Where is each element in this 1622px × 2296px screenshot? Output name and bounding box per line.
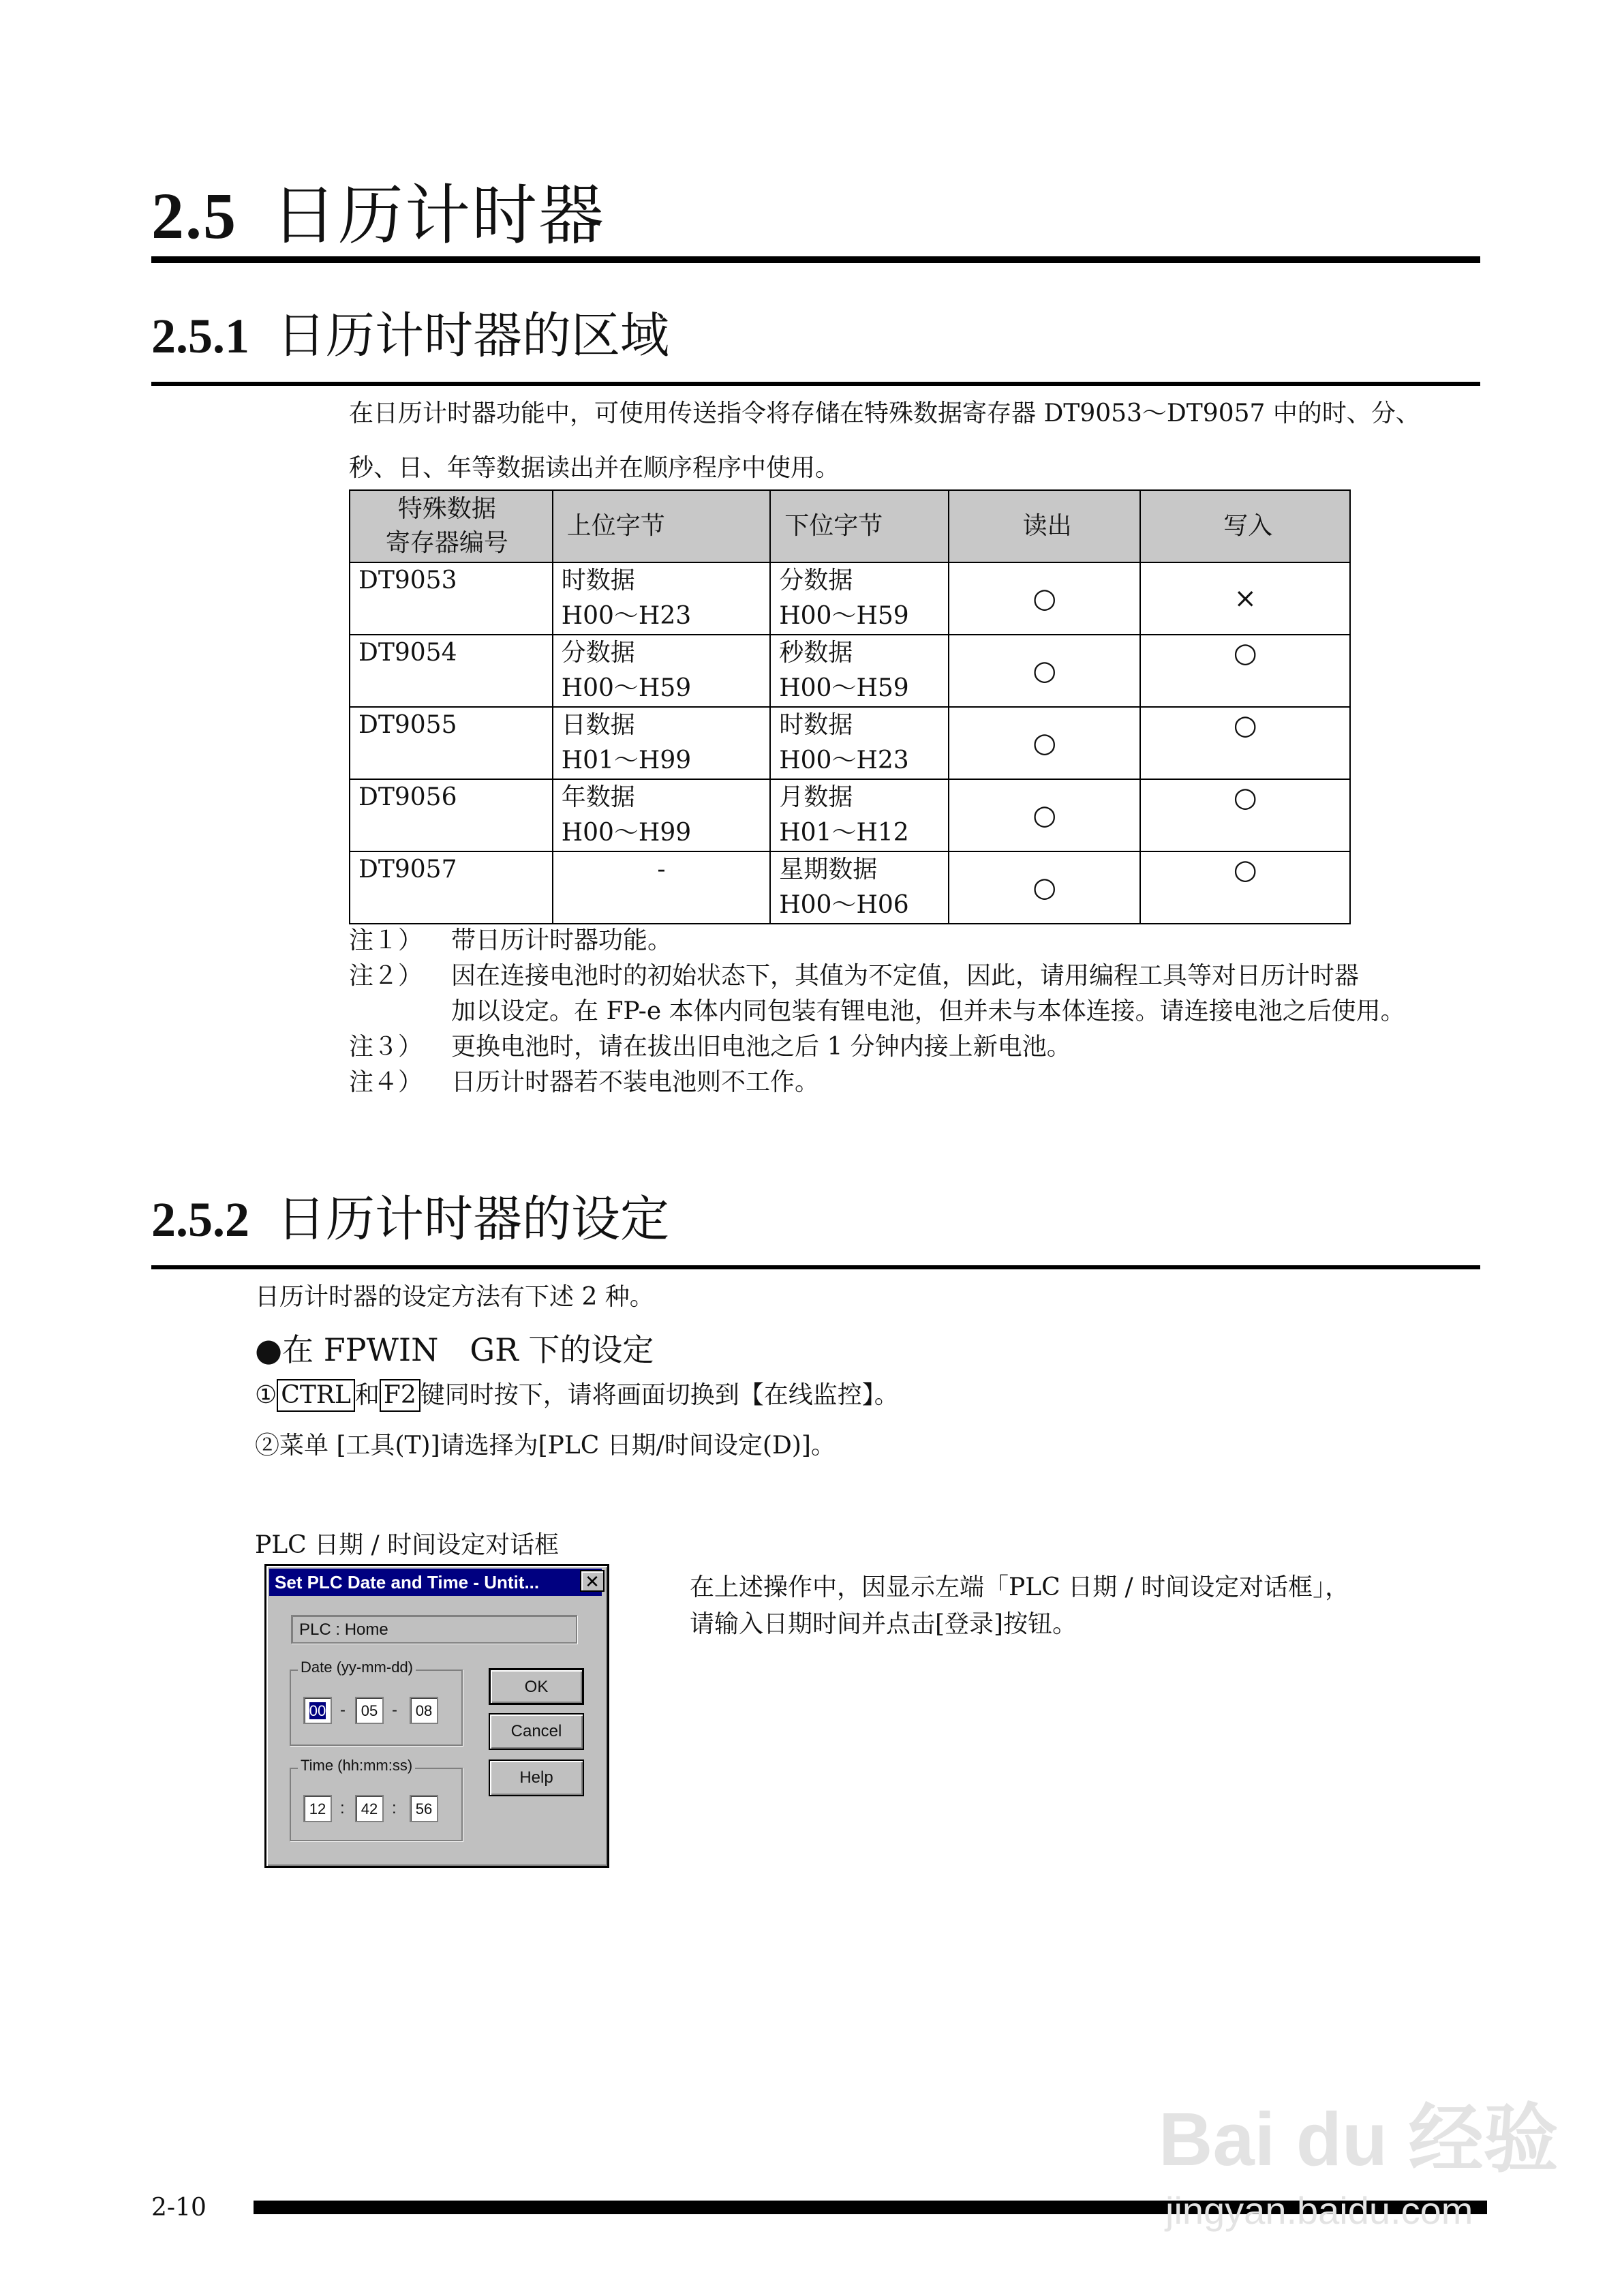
time-minute-input[interactable]: 42 (355, 1795, 384, 1822)
section-rule (151, 256, 1480, 263)
header-write: 写入 (1140, 490, 1350, 562)
cell-register: DT9057 (350, 851, 553, 924)
setting-intro: 日历计时器的设定方法有下述 2 种。 (255, 1283, 654, 1311)
subsection-title-2: 日历计时器的设定 (277, 1192, 670, 1247)
header-lower: 下位字节 (770, 490, 949, 562)
cell-lower-range: H01～H12 (779, 819, 909, 847)
date-day-input[interactable]: 08 (410, 1697, 438, 1724)
table-row (350, 635, 1350, 707)
subsection-number-2: 2.5.2 (151, 1192, 249, 1247)
baidu-watermark-url: jingyan.baidu.com (1165, 2189, 1473, 2232)
ok-button[interactable]: OK (489, 1668, 584, 1705)
step-1-marker: ① (255, 1381, 277, 1409)
dialog-caption: PLC 日期 / 时间设定对话框 (255, 1531, 560, 1559)
date-group-label: Date (yy-mm-dd) (298, 1659, 416, 1676)
ctrl-key: CTRL (277, 1379, 355, 1412)
note-text: 带日历计时器功能。 (451, 926, 673, 954)
cell-lower-range: H00～H59 (779, 602, 909, 630)
cell-register: DT9053 (350, 562, 553, 635)
page-number: 2-10 (151, 2194, 206, 2222)
subsection-rule-1 (151, 382, 1480, 386)
cell-read: ○ (949, 779, 1141, 851)
cell-lower-name: 秒数据 (779, 639, 853, 667)
time-hour-input[interactable]: 12 (303, 1795, 332, 1822)
baidu-watermark-logo: Bai du 经验 (1159, 2098, 1559, 2181)
header-read: 读出 (949, 490, 1141, 562)
table-header-row (350, 490, 1350, 562)
table-row (350, 562, 1350, 635)
cell-upper-range: H01～H99 (561, 746, 692, 774)
time-second-input[interactable]: 56 (410, 1795, 438, 1822)
cell-upper-name: 日数据 (561, 711, 635, 739)
header-upper: 上位字节 (553, 490, 771, 562)
subsection-heading-1 (151, 296, 669, 367)
close-icon[interactable]: ✕ (580, 1570, 605, 1592)
cell-lower-range: H00～H06 (779, 891, 909, 919)
note-item (349, 1029, 1405, 1065)
cell-lower (770, 635, 949, 707)
intro-paragraph (349, 395, 1420, 487)
subsection-heading-2 (151, 1179, 669, 1250)
note-label: 注２） (349, 962, 423, 990)
cell-upper (553, 851, 771, 924)
cell-upper (553, 562, 771, 635)
note-text: 日历计时器若不装电池则不工作。 (451, 1068, 820, 1096)
note-item (349, 923, 1405, 958)
dialog-title: Set PLC Date and Time - Untit... (275, 1572, 540, 1592)
date-separator: - (392, 1701, 397, 1719)
header-register-line1: 特殊数据 (397, 495, 496, 523)
cell-upper (553, 779, 771, 851)
note-text: 更换电池时，请在拔出旧电池之后 1 分钟内接上新电池。 (451, 1033, 1071, 1061)
date-year-input[interactable] (303, 1697, 332, 1724)
cell-lower (770, 707, 949, 779)
step-1-and: 和 (354, 1381, 380, 1409)
section-title: 日历计时器 (271, 179, 605, 252)
cell-lower-name: 月数据 (779, 783, 853, 811)
plc-date-time-dialog (264, 1564, 609, 1868)
f2-key: F2 (380, 1379, 420, 1412)
cell-write: × (1140, 562, 1350, 635)
cell-upper-range: H00～H99 (561, 819, 692, 847)
note-label: 注４） (349, 1068, 423, 1096)
note-text-continuation: 加以设定。在 FP-e 本体内同包装有锂电池，但并未与本体连接。请连接电池之后使用。 (451, 997, 1405, 1025)
cell-lower-name: 时数据 (779, 711, 853, 739)
dialog-title-bar (269, 1569, 602, 1596)
note-item (349, 1065, 1405, 1100)
cell-lower-name: 分数据 (779, 567, 853, 594)
dialog-description-line-1: 在上述操作中，因显示左端「PLC 日期 / 时间设定对话框」， (690, 1573, 1350, 1601)
cell-upper (553, 707, 771, 779)
time-group (290, 1757, 463, 1841)
cell-read: ○ (949, 562, 1141, 635)
note-item (349, 958, 1405, 994)
cell-upper-range: H00～H23 (561, 602, 692, 630)
note-label: 注１） (349, 926, 423, 954)
cell-lower-name: 星期数据 (779, 856, 878, 883)
cell-lower (770, 779, 949, 851)
cell-lower-range: H00～H59 (779, 674, 909, 702)
notes-list (349, 923, 1405, 1100)
table-row (350, 851, 1350, 924)
setting-bullet: ●在 FPWIN GR 下的设定 (255, 1331, 654, 1368)
cell-upper-name: 时数据 (561, 567, 635, 594)
subsection-number-1: 2.5.1 (151, 309, 249, 363)
dialog-description (690, 1569, 1349, 1643)
cell-lower-range: H00～H23 (779, 746, 909, 774)
plc-target-field: PLC : Home (291, 1615, 577, 1644)
date-group (290, 1659, 463, 1746)
cell-register: DT9054 (350, 635, 553, 707)
header-register (350, 490, 553, 562)
cell-upper-range: H00～H59 (561, 674, 692, 702)
register-table (349, 489, 1351, 924)
cell-read: ○ (949, 851, 1141, 924)
intro-line-2: 秒、日、年等数据读出并在顺序程序中使用。 (349, 454, 840, 482)
cancel-button[interactable]: Cancel (489, 1713, 584, 1750)
time-group-label: Time (hh:mm:ss) (298, 1757, 415, 1774)
cell-read: ○ (949, 635, 1141, 707)
time-separator: : (340, 1799, 345, 1817)
cell-lower (770, 562, 949, 635)
cell-read: ○ (949, 707, 1141, 779)
date-year-value: 00 (309, 1702, 326, 1719)
date-month-input[interactable]: 05 (355, 1697, 384, 1724)
intro-line-1: 在日历计时器功能中，可使用传送指令将存储在特殊数据寄存器 DT9053～DT9057 中的时、分、 (349, 399, 1420, 427)
cell-write: ○ (1140, 851, 1350, 924)
note-label: 注３） (349, 1033, 423, 1061)
cell-upper-name: 分数据 (561, 639, 635, 667)
step-1-text: 键同时按下，请将画面切换到【在线监控】。 (420, 1381, 899, 1409)
cell-upper-name: 年数据 (561, 783, 635, 811)
subsection-title-1: 日历计时器的区域 (277, 309, 670, 363)
help-button[interactable]: Help (489, 1759, 584, 1796)
date-separator: - (340, 1701, 346, 1719)
cell-write: ○ (1140, 779, 1350, 851)
section-heading (151, 164, 605, 257)
table-row (350, 779, 1350, 851)
cell-upper-name: - (657, 856, 666, 883)
subsection-rule-2 (151, 1265, 1480, 1269)
cell-register: DT9055 (350, 707, 553, 779)
setting-step-2: ②菜单 [工具(T)]请选择为[PLC 日期/时间设定(D)]。 (255, 1432, 836, 1460)
header-register-line2: 寄存器编号 (385, 529, 508, 557)
cell-write: ○ (1140, 635, 1350, 707)
cell-lower (770, 851, 949, 924)
note-text: 因在连接电池时的初始状态下，其值为不定值，因此，请用编程工具等对日历计时器 (451, 962, 1360, 990)
cell-write: ○ (1140, 707, 1350, 779)
cell-upper (553, 635, 771, 707)
note-item-continuation (349, 994, 1405, 1029)
dialog-description-line-2: 请输入日期时间并点击[登录]按钮。 (690, 1610, 1077, 1638)
table-row (350, 707, 1350, 779)
setting-step-1 (255, 1377, 899, 1414)
cell-register: DT9056 (350, 779, 553, 851)
section-number: 2.5 (151, 179, 237, 252)
time-separator: : (392, 1799, 397, 1817)
